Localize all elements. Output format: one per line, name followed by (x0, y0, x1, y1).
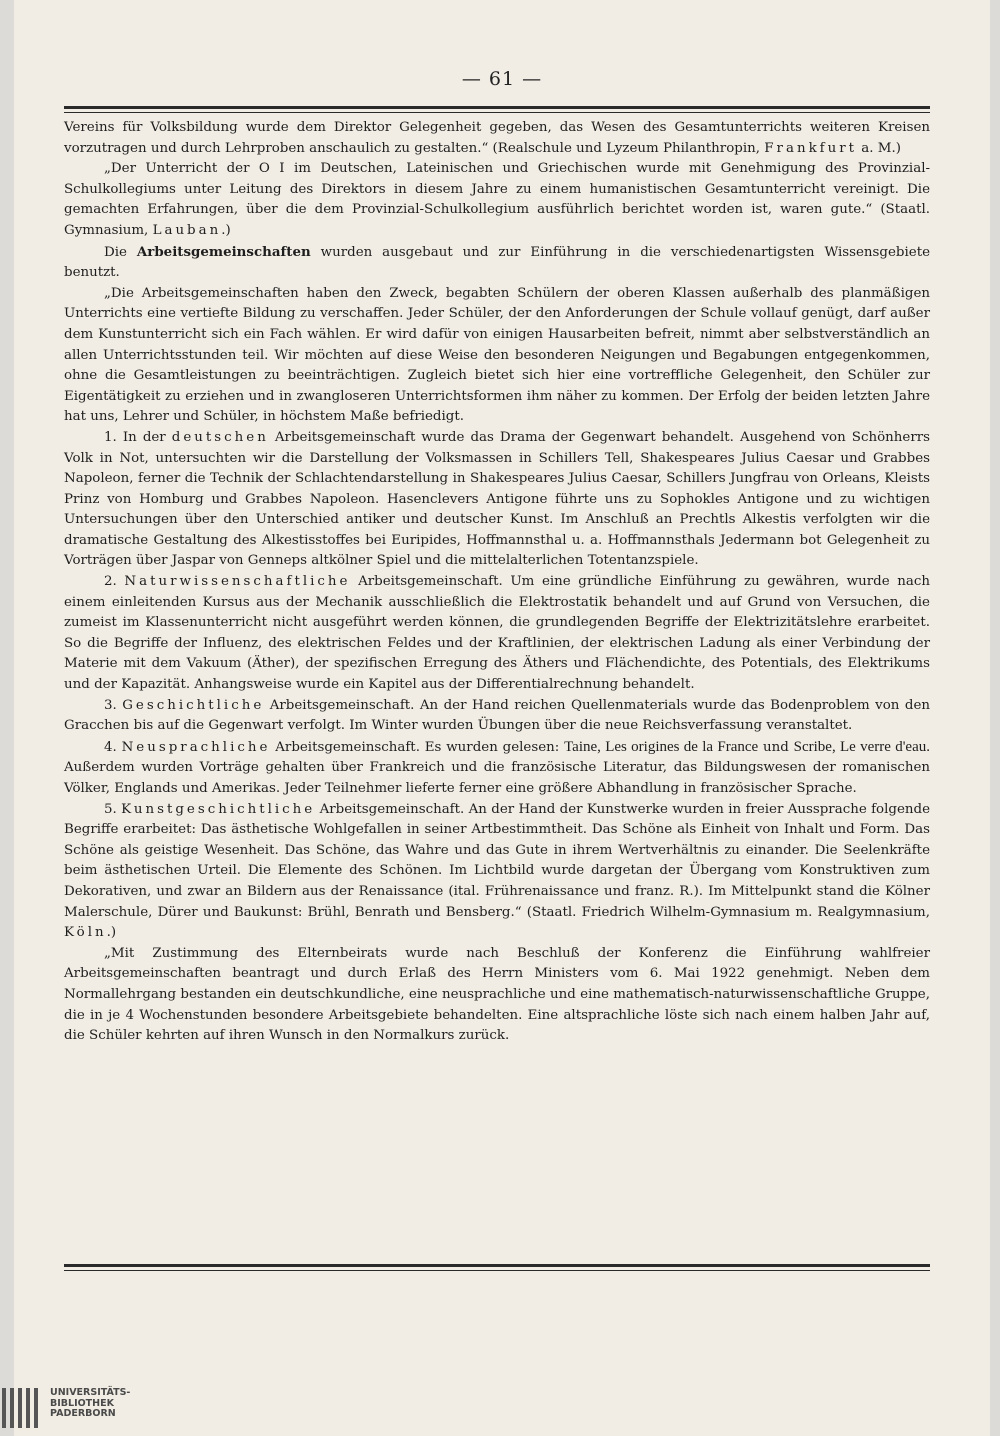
text-run: Frankfurt (764, 140, 858, 156)
paragraph (64, 572, 930, 696)
text-run: 2. (104, 574, 125, 590)
text-run: Naturwissenschaftliche (124, 574, 351, 590)
footer-rule-thin (64, 1270, 930, 1271)
text-run: „Die Arbeitsgemeinschaften haben den Zweck, begabten Schülern der oberen Klassen außerhalb des planmäßigen Unterrichts eine vertiefte Bildung zu verschaffen. Jeder Schüler, der den Anforderungen der Schule vollauf genügt, darf außer dem Kunstunterricht sich ein Fach wählen. Er wird dafür von einigen Hausarbeiten befreit, nimmt aber selbstverständlich an allen Unterrichtsstunden teil. Wir möchten auf diese Weise den besonderen Neigungen und Begabungen entgegenkommen, ohne die Gesamtleistungen zu beeinträchtigen. Zugleich bietet sich hier eine vortreffliche Gelegenheit, den Schüler zur Eigentätigkeit zu erziehen und in zwangloseren Unterrichtsformen ihm näher zu kommen. Der Erfolg der beiden letzten Jahre hat uns, Lehrer und Schüler, in höchstem Maße befriedigt. (64, 285, 930, 425)
text-run: „Der Unterricht der O I im Deutschen, Lateinischen und Griechischen wurde mit Genehmigung des Provinzial-Schulkollegiums unter Leitung des Direktors in diesem Jahre zu einem humanistischen Gesamtunterricht vereinigt. Die gemachten Erfahrungen, über die dem Provinzial-Schulkollegium ausführlich berichtet worden ist, waren gute.“ (Staatl. Gymnasium, (64, 161, 930, 238)
text-run: Arbeitsgemeinschaft wurde das Drama der Gegenwart behandelt. Ausgehend von Schönherrs Volk in Not, untersuchten wir die Darstellung der Volksmassen in Schillers Tell, Shakespeares Julius Caesar und Grabbes Napoleon, ferner die Technik der Schlachtendarstellung in Shakespeares Julius Caesar, Schillers Jungfrau von Orleans, Kleists Prinz von Homburg und Grabbes Napoleon. Hasenclevers Antigone führte uns zu Sophokles Antigone und zu wichtigen Untersuchungen über den Unterschied antiker und deutscher Kunst. Im Anschluß an Prechtls Alkestis verfolgten wir die dramatische Gestaltung des Alkestisstoffes bei Euripides, Hoffmannsthal u. a. Hoffmannsthals Jedermann bot Gelegenheit zu Vorträgen über Jaspar von Genneps altkölner Spiel und die mittelalterlichen Totentanzspiele. (64, 429, 930, 569)
text-run: Taine, Les origines de la France (564, 738, 759, 755)
text-run: Außerdem wurden Vorträge gehalten über Frankreich und die französische Literatur, das Bildungswesen der romanischen Völker, Englands und Amerikas. Jeder Teilnehmer lieferte ferner eine größere Abhandlung in französischer Sprache. (64, 760, 930, 796)
text-run: wurden ausgebaut und zur Einführung in die verschiedenartigsten Wissensgebiete benutzt. (64, 244, 931, 281)
text-run: „Mit Zustimmung des Elternbeirats wurde nach Beschluß der Konferenz die Einführung wahlfreier Arbeitsgemeinschaften beantragt und durch Erlaß des Herrn Ministers vom 6. Mai 1922 genehmigt. Neben dem Normallehrgang bestanden ein deutschkundliche, eine neusprachliche und eine mathematisch-naturwissenschaftliche Gruppe, die in je 4 Wochenstunden besondere Arbeitsgebiete behandelten. Eine altsprachliche löste sich nach einem halben Jahr auf, die Schüler kehrten auf ihren Wunsch in den Normalkurs zurück. (64, 945, 930, 1044)
text-run: .) (221, 222, 231, 238)
text-run: 4. (104, 739, 122, 755)
text-run: Arbeitsgemeinschaft. An der Hand der Kunstwerke wurden in freier Aussprache folgende Begriffe erarbeitet: Das ästhetische Wohlgefallen in seiner Artbestimmtheit. Das Schöne als Einheit von Inhalt und Form. Das Schöne als geistige Wesenheit. Das Schöne, das Wahre und das Gute in ihrem Wertverhältnis zu einander. Die Seelenkräfte beim ästhetischen Urteil. Die Elemente des Schönen. Im Lichtbild wurde dargetan der Übergang vom Konstruktiven zum Dekorativen, und zwar an Bildern aus der Renaissance (ital. Frührenaissance und franz. R.). Im Mittelpunkt stand die Kölner Malerschule, Dürer und Baukunst: Brühl, Benrath und Bensberg.“ (Staatl. Friedrich Wilhelm-Gymnasium m. Realgymnasium, (64, 801, 930, 920)
paragraph (64, 284, 930, 428)
text-run: Vereins für Volksbildung wurde dem Direktor Gelegenheit gegeben, das Wesen des Gesamtunterrichts weiteren Kreisen vorzutragen und durch Lehrproben anschaulich zu gestalten.“ (Realschule und Lyzeum Philanthropin, (64, 120, 930, 156)
text-run: 3. (104, 697, 123, 713)
library-logo-line-2: BIBLIOTHEK (50, 1397, 114, 1409)
document-page (14, 0, 990, 1436)
page-number: — 61 — (461, 68, 543, 90)
text-run: Arbeitsgemeinschaften (136, 243, 311, 260)
text-run: Lauban (152, 222, 222, 238)
text-run: 5. (104, 801, 122, 817)
text-run: .) (106, 925, 117, 941)
text-run: Neusprachliche (121, 739, 271, 755)
paragraph (64, 944, 930, 1047)
text-run: deutschen (171, 429, 269, 445)
header-rule-thin (64, 112, 930, 113)
paragraph (64, 696, 930, 737)
text-run: Arbeitsgemeinschaft. An der Hand reichen Quellenmaterials wurde das Bodenproblem von den Gracchen bis auf die Gegenwart verfolgt. Im Winter wurden Übungen über die neue Reichsverfassung veranstaltet. (64, 697, 930, 734)
text-run: Scribe, Le verre d'eau. (793, 738, 930, 755)
text-run: Kunstgeschichtliche (121, 801, 316, 817)
body-text (64, 118, 930, 1047)
library-logo-text (50, 1388, 130, 1420)
paragraph (64, 428, 930, 572)
text-run: Geschichtliche (122, 697, 265, 713)
text-run: Arbeitsgemeinschaft. Um eine gründliche Einführung zu gewähren, wurde nach einem einleitenden Kursus aus der Mechanik ausschließlich die Elektrostatik behandelt und auf Grund von Versuchen, die zumeist im Klassenunterricht nicht ausgeführt werden können, die grundlegenden Begriffe der Elektrizitätslehre erarbeitet. So die Begriffe der Influenz, des elektrischen Feldes und der Kraftlinien, der elektrischen Ladung als einer Verbindung der Materie mit dem Vakuum (Äther), der spezifischen Erregung des Äthers und Flächendichte, des Potentials, des Elektrikums und der Kapazität. Anhangsweise wurde ein Kapitel aus der Differentialrechnung behandelt. (64, 574, 930, 693)
paragraph (64, 800, 930, 944)
text-run: 1. In der (104, 429, 172, 445)
text-run: Arbeitsgemeinschaft. Es wurden gelesen: (270, 739, 565, 755)
paragraph (64, 118, 930, 159)
library-logo (0, 1386, 140, 1430)
text-run: Köln (64, 925, 107, 941)
library-logo-line-1: UNIVERSITÄTS- (50, 1387, 131, 1398)
text-run: und (758, 739, 794, 755)
paragraph (64, 737, 930, 800)
header-rule (64, 106, 930, 109)
paragraph (64, 242, 930, 284)
paragraph (64, 159, 930, 241)
library-logo-line-3: PADERBORN (50, 1408, 116, 1419)
text-run: Die (104, 244, 137, 260)
footer-rule (64, 1264, 930, 1267)
text-run: a. M.) (857, 140, 901, 156)
library-logo-bars-icon (0, 1386, 46, 1430)
